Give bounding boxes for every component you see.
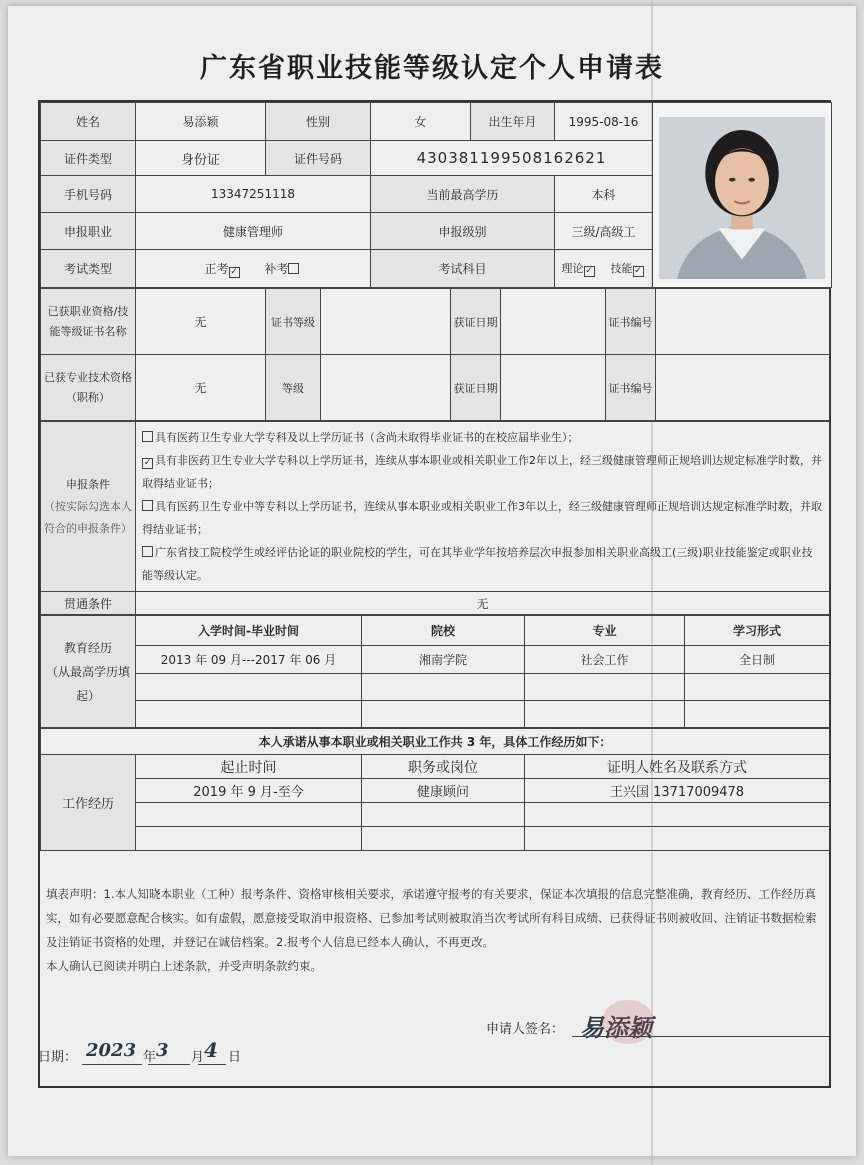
tech-title-value[interactable]: 无 <box>136 355 266 421</box>
work-cell[interactable] <box>525 827 830 851</box>
exam-type-options <box>136 250 371 288</box>
form-title: 广东省职业技能等级认定个人申请表 <box>200 53 664 84</box>
education-title: 教育经历 <box>63 640 112 655</box>
makeup-exam-label: 补考 <box>264 261 289 276</box>
condition-item <box>142 426 823 449</box>
conditions-label <box>41 422 136 592</box>
dob-label: 出生年月 <box>471 103 555 141</box>
photo-cell <box>653 103 832 288</box>
work-cell[interactable] <box>525 803 830 827</box>
skill-checkbox[interactable]: ✓ <box>634 266 642 276</box>
signature-seal <box>602 1000 654 1044</box>
edu-level-label: 当前最高学历 <box>371 176 555 213</box>
cert-level-value[interactable] <box>321 289 451 355</box>
theory-checkbox[interactable]: ✓ <box>585 266 593 276</box>
work-cell[interactable] <box>136 827 362 851</box>
condition-checkbox[interactable] <box>142 431 153 442</box>
tech-obtain-date-label: 获证日期 <box>451 355 501 421</box>
edu-cell[interactable]: 全日制 <box>685 646 830 674</box>
education-label <box>41 616 136 728</box>
condition-item <box>142 495 823 541</box>
name-value[interactable]: 易添颖 <box>136 103 266 141</box>
education-note: （从最高学历填起） <box>45 664 130 703</box>
work-header-position: 职务或岗位 <box>362 755 525 779</box>
confirmation-text: 本人确认已阅读并明白上述条款，并受声明条款约束。 <box>46 959 322 973</box>
condition-checkbox[interactable]: ✓ <box>143 458 152 468</box>
conditions-note: （按实际勾选本人符合的申报条件） <box>44 499 132 535</box>
edu-cell[interactable] <box>136 701 362 728</box>
date-label: 日期： <box>38 1050 78 1065</box>
id-no-label: 证件号码 <box>266 141 371 176</box>
gender-label: 性别 <box>266 103 371 141</box>
date-day[interactable]: 4 <box>204 1038 218 1062</box>
date-year-unit: 年 <box>143 1050 157 1065</box>
cert-level-label: 证书等级 <box>266 289 321 355</box>
declaration-text: 填表声明：1.本人知晓本职业（工种）报考条件、资格审核相关要求，承诺遵守报考的有关要求，保证本次填报的信息完整准确，教育经历、工作经历真实，如有必要愿意配合核实。如有虚假，愿意接受取消申报资格、已参加考试则被取消当次考试所有科目成绩、已获得证书则被收回、注销证书数据检索及注销证书资格的处理，并登记在诚信档案。2.报考个人信息已经本人确认，不再更改。 <box>46 887 817 949</box>
edu-cell[interactable]: 社会工作 <box>525 646 685 674</box>
edu-level-value[interactable]: 本科 <box>555 176 653 213</box>
regular-exam-label: 正考 <box>204 261 229 276</box>
date-day-line <box>198 1064 226 1065</box>
date-row <box>38 1038 258 1070</box>
pass-through-value[interactable]: 无 <box>136 592 830 615</box>
condition-text: 具有医药卫生专业中等专科以上学历证书，连续从事本职业或相关职业工作3年以上，经三级健康管理师正规培训达规定标准学时数，并取得结业证书； <box>142 500 822 536</box>
signature-line <box>572 1036 830 1037</box>
signature-label: 申请人签名： <box>486 1022 565 1037</box>
conditions-table <box>40 421 830 615</box>
declaration-block <box>38 878 831 978</box>
occupation-value[interactable]: 健康管理师 <box>136 213 371 250</box>
work-header-period: 起止时间 <box>136 755 362 779</box>
education-table <box>40 615 830 728</box>
work-cell[interactable] <box>362 803 525 827</box>
qualification-table <box>40 288 830 421</box>
work-cell[interactable]: 王兴国 13717009478 <box>525 779 830 803</box>
edu-header-period: 入学时间-毕业时间 <box>136 616 362 646</box>
obtain-date-value[interactable] <box>501 289 606 355</box>
work-cell[interactable] <box>136 803 362 827</box>
id-type-label: 证件类型 <box>41 141 136 176</box>
edu-cell[interactable] <box>525 701 685 728</box>
conditions-list <box>136 422 830 592</box>
edu-cell[interactable]: 湘南学院 <box>362 646 525 674</box>
portrait-image <box>659 117 825 279</box>
date-month-unit: 月 <box>191 1050 205 1065</box>
edu-cell[interactable]: 2013 年 09 月---2017 年 06 月 <box>136 646 362 674</box>
dob-value[interactable]: 1995-08-16 <box>555 103 653 141</box>
theory-label: 理论 <box>561 262 584 275</box>
phone-value[interactable]: 13347251118 <box>136 176 371 213</box>
edu-header-school: 院校 <box>362 616 525 646</box>
level-label: 申报级别 <box>371 213 555 250</box>
exam-type-label: 考试类型 <box>41 250 136 288</box>
condition-item <box>142 541 823 587</box>
qual-name-value[interactable]: 无 <box>136 289 266 355</box>
tech-title-label: 已获专业技术资格（职称） <box>41 355 136 421</box>
date-month-line <box>148 1064 190 1065</box>
work-label: 工作经历 <box>41 755 136 851</box>
tech-level-label: 等级 <box>266 355 321 421</box>
condition-text: 具有医药卫生专业大学专科及以上学历证书（含尚未取得毕业证书的在校应届毕业生）； <box>155 431 579 444</box>
date-month[interactable]: 3 <box>156 1040 169 1061</box>
condition-checkbox[interactable] <box>142 500 153 511</box>
exam-subject-options <box>555 250 653 288</box>
work-table <box>40 728 830 851</box>
date-year[interactable]: 2023 <box>86 1040 137 1061</box>
edu-header-mode: 学习形式 <box>685 616 830 646</box>
applicant-photo <box>659 117 825 279</box>
work-cell[interactable]: 健康顾问 <box>362 779 525 803</box>
regular-exam-checkbox[interactable]: ✓ <box>230 266 238 277</box>
condition-item <box>142 449 823 495</box>
work-header-referee: 证明人姓名及联系方式 <box>525 755 830 779</box>
edu-cell[interactable] <box>685 674 830 701</box>
tech-level-value[interactable] <box>321 355 451 421</box>
edu-cell[interactable] <box>525 674 685 701</box>
edu-header-major: 专业 <box>525 616 685 646</box>
skill-label: 技能 <box>610 262 633 275</box>
id-type-value[interactable]: 身份证 <box>136 141 266 176</box>
qual-name-label: 已获职业资格/技能等级证书名称 <box>41 289 136 355</box>
condition-checkbox[interactable] <box>142 546 153 557</box>
form-table <box>40 102 832 288</box>
condition-text: 广东省技工院校学生或经评估论证的职业院校的学生，可在其毕业学年按培养层次申报参加相关职业高级工(三级)职业技能鉴定或职业技能等级认定。 <box>142 546 813 582</box>
edu-cell[interactable] <box>685 701 830 728</box>
name-label: 姓名 <box>41 103 136 141</box>
cert-no-label: 证书编号 <box>606 289 656 355</box>
condition-text: 具有非医药卫生专业大学专科以上学历证书，连续从事本职业或相关职业工作2年以上，经三级健康管理师正规培训达规定标准学时数，并取得结业证书； <box>142 454 822 490</box>
phone-label: 手机号码 <box>41 176 136 213</box>
date-year-line <box>82 1064 142 1065</box>
tech-cert-no-label: 证书编号 <box>606 355 656 421</box>
edu-cell[interactable] <box>362 674 525 701</box>
level-value[interactable]: 三级/高级工 <box>555 213 653 250</box>
makeup-exam-checkbox[interactable] <box>288 263 299 274</box>
edu-cell[interactable] <box>136 674 362 701</box>
obtain-date-label: 获证日期 <box>451 289 501 355</box>
work-cell[interactable]: 2019 年 9 月-至今 <box>136 779 362 803</box>
work-commitment: 本人承诺从事本职业或相关职业工作共 3 年，具体工作经历如下： <box>41 729 830 755</box>
conditions-title: 申报条件 <box>66 477 110 491</box>
occupation-label: 申报职业 <box>41 213 136 250</box>
tech-obtain-date-value[interactable] <box>501 355 606 421</box>
date-day-unit: 日 <box>228 1050 242 1065</box>
cert-no-value[interactable] <box>656 289 830 355</box>
pass-through-label: 贯通条件 <box>41 592 136 615</box>
id-no-value[interactable]: 430381199508162621 <box>371 141 653 176</box>
signature[interactable]: 易添颖 <box>580 1013 652 1042</box>
exam-subject-label: 考试科目 <box>371 250 555 288</box>
edu-cell[interactable] <box>362 701 525 728</box>
gender-value[interactable]: 女 <box>371 103 471 141</box>
work-cell[interactable] <box>362 827 525 851</box>
tech-cert-no-value[interactable] <box>656 355 830 421</box>
